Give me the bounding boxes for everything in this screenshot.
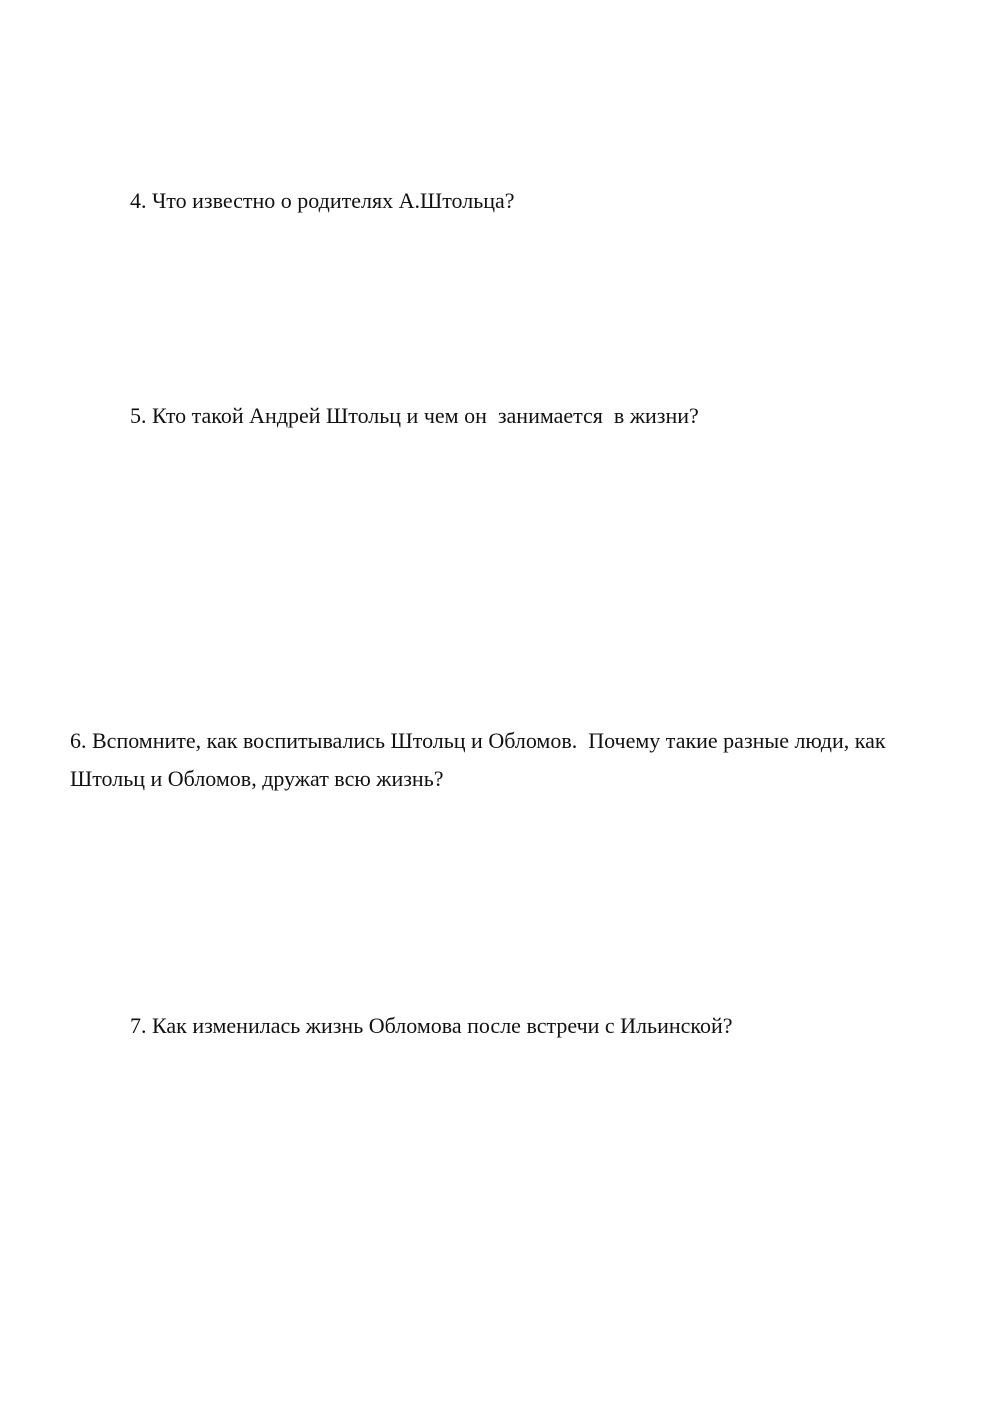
question-4: 4. Что известно о родителях А.Штольца?: [130, 188, 515, 213]
question-6: 6. Вспомните, как воспитывались Штольц и Обломов. Почему такие разные люди, как Штольц и Обломов, дружат всю жизнь?: [70, 728, 892, 791]
question-5: 5. Кто такой Андрей Штольц и чем он занимается в жизни?: [130, 403, 699, 428]
question-7: 7. Как изменилась жизнь Обломова после встречи с Ильинской?: [130, 1013, 733, 1038]
